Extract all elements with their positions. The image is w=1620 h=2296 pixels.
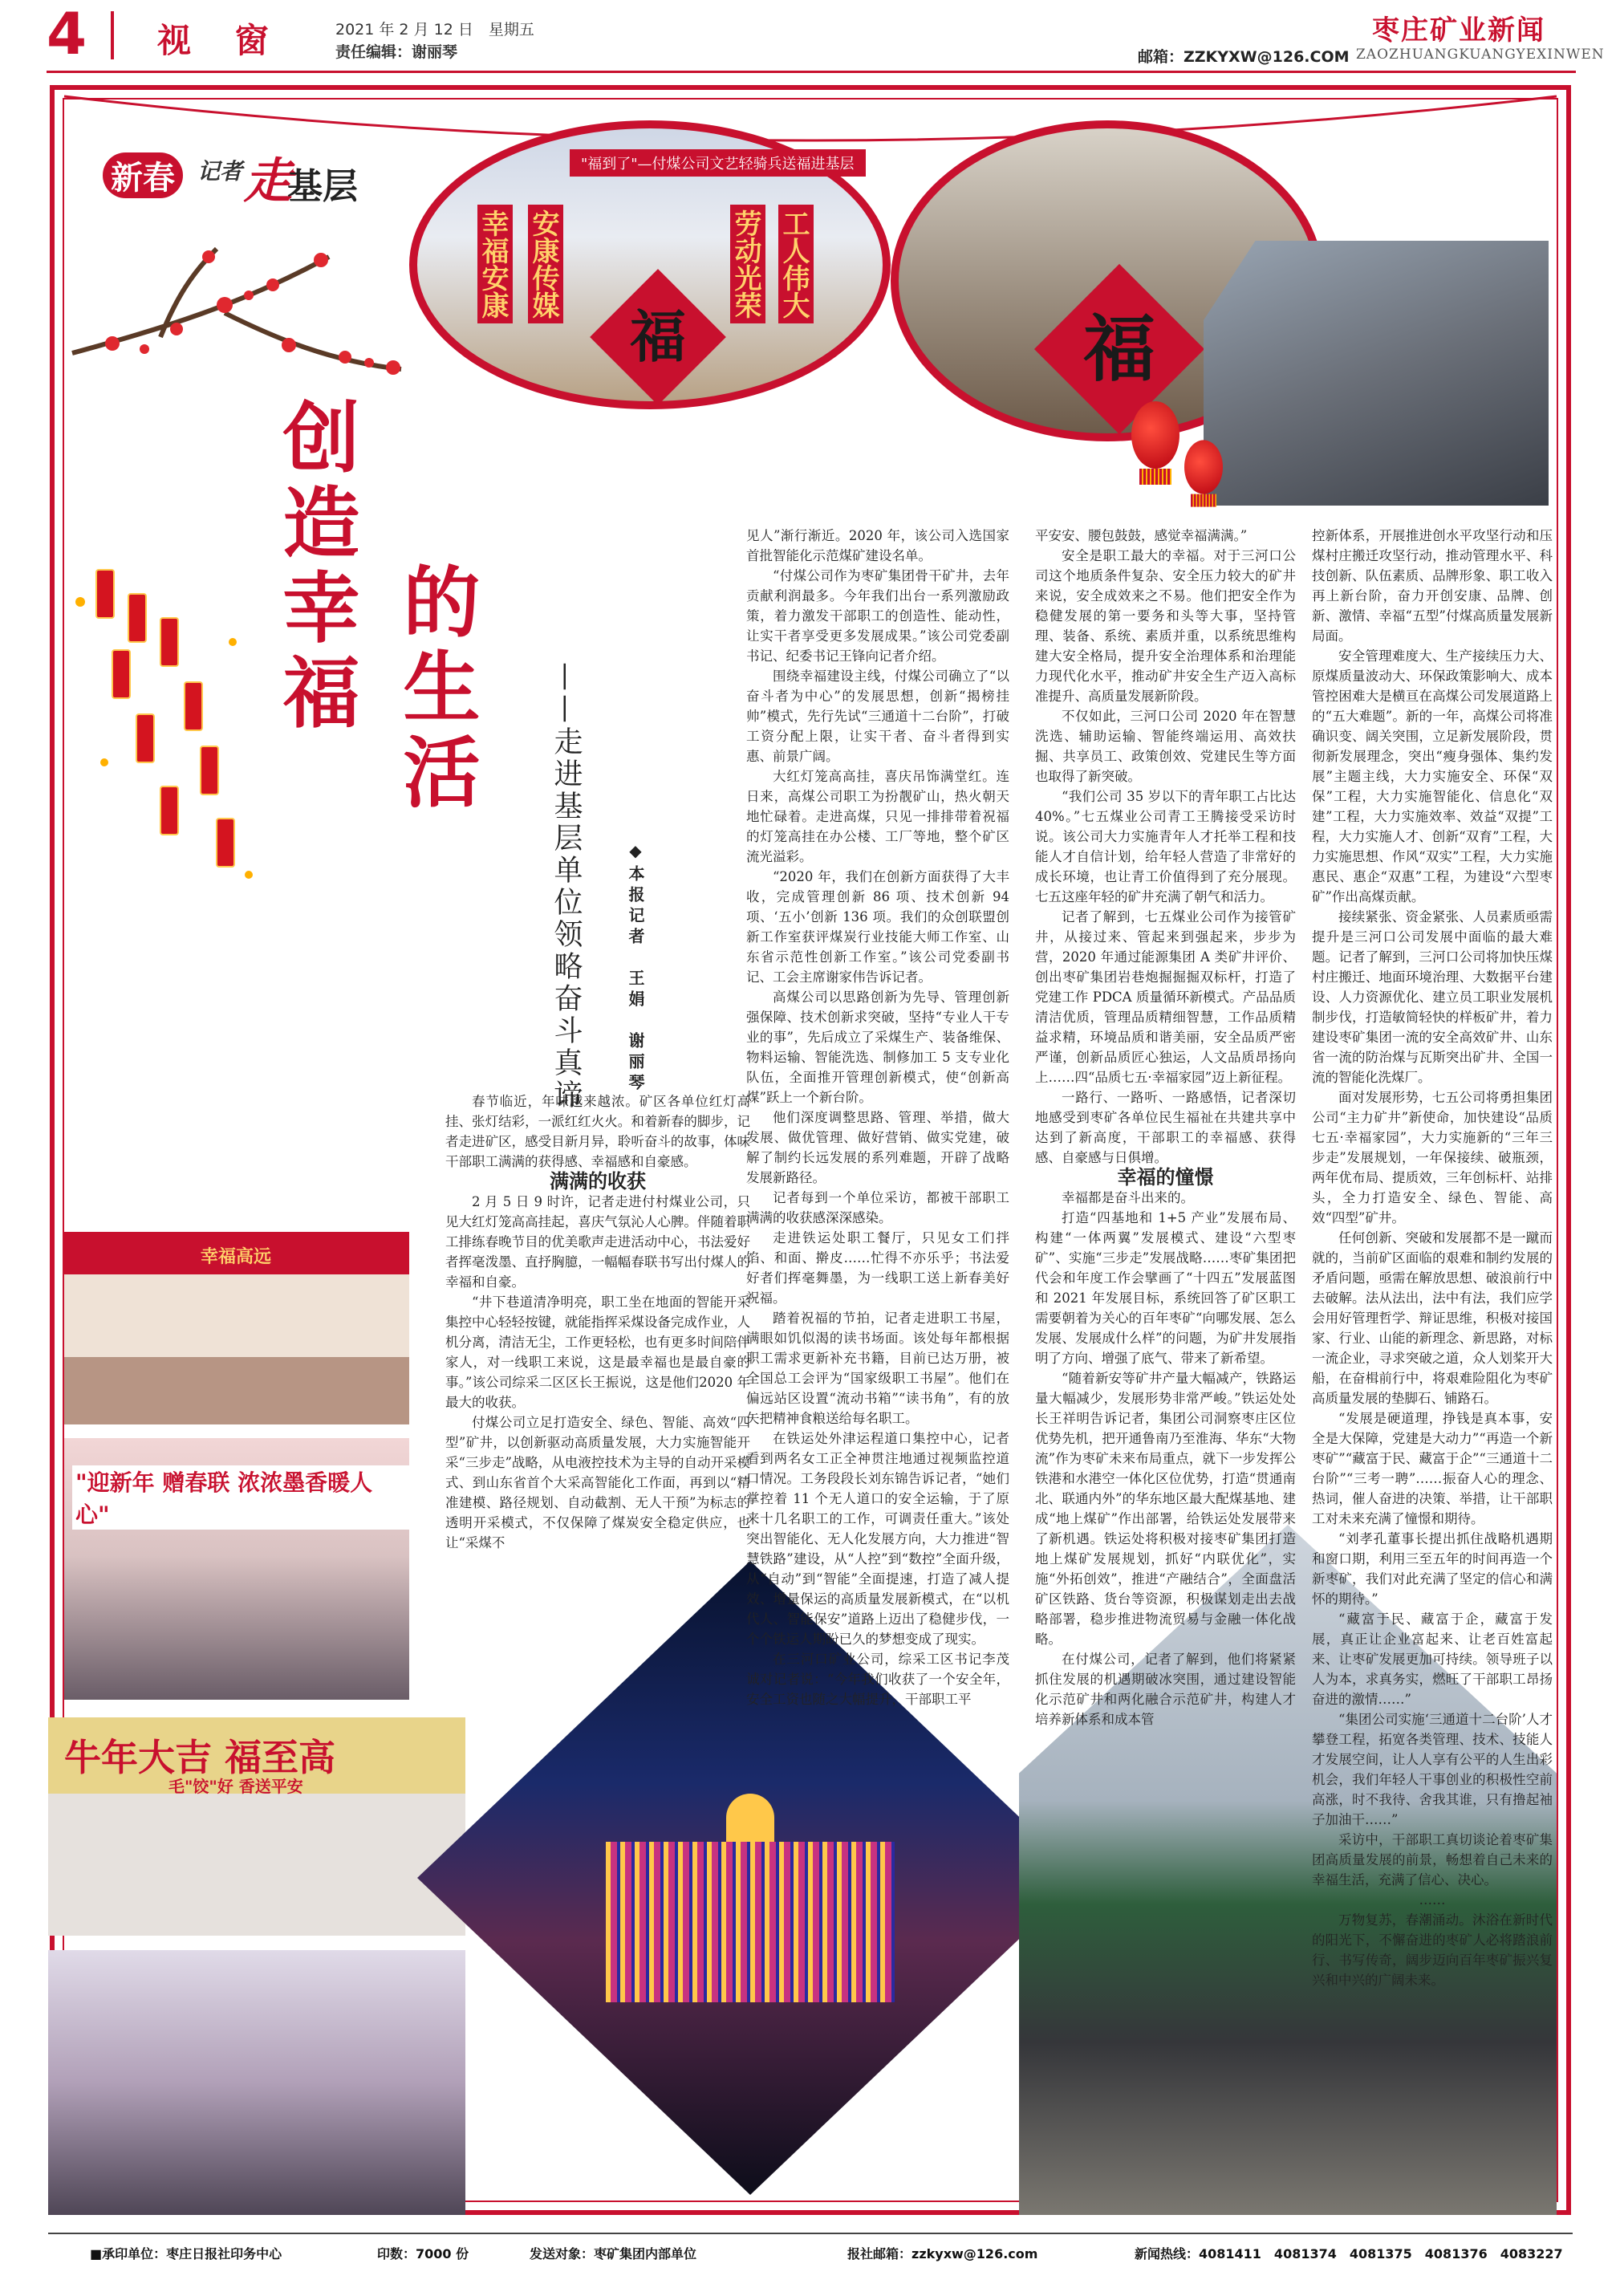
photo2-banner: 幸福高远 <box>201 1246 272 1267</box>
paragraph: “发展是硬道理，挣钱是真本事，安全是大保障，党建是大动力”“再造一个新枣矿”“藏富于民、藏富于企”“三通道十二台阶”“三考一聘”……振奋人心的理念、热词，催人奋进的决策、举措，让干部职工对未来充满了憧憬和期待。 <box>1312 1411 1553 1526</box>
paragraph: 面对发展形势，七五公司将勇担集团公司“主力矿井”新使命，加快建设“品质七五·幸福家园”，大力实施新的“三年三步走”发展规划，一年保接续、破瓶颈，两年优布局、提质效，三年创标杆、站排头，全力打造安全、绿色、智能、高效“四型”矿井。 <box>1312 1090 1553 1225</box>
paragraph: 春节临近，年味越来越浓。矿区各单位红灯高挂、张灯结彩，一派红红火火。和着新春的脚步，记者走进矿区，感受目新月异，聆听奋斗的故事，体味干部职工满满的获得感、幸福感和自豪感。 <box>445 1094 750 1169</box>
firecracker-string-icon <box>48 554 289 907</box>
kicker-reporter: 记者 <box>197 158 243 185</box>
lantern-icon <box>1131 401 1179 469</box>
footer-email[interactable]: 报社邮箱：zzkyxw@126.com <box>847 2246 1038 2261</box>
paragraph: “付煤公司作为枣矿集团骨干矿井，去年贡献利润最多。今年我们出台一系列激励政策，着力激发干部职工的创造性、能动性，让实干者享受更多发展成果。”该公司党委副书记、纪委书记王锋向记者介绍。 <box>746 568 1009 664</box>
couplet-left-1: 幸福安康 <box>477 205 513 323</box>
paragraph: 在三河口矿业公司，综采工区书记李茂诚对记者说：“今年我们收获了一个安全年，安全工资也随之大幅提升，干部职工平 <box>746 1652 1009 1707</box>
paragraph: 他们深度调整思路、管理、举措，做大发展、做优管理、做好营销、做实党建，破解了制约长远发展的系列难题，开辟了战略发展新路径。 <box>746 1110 1009 1185</box>
masthead-rule <box>47 71 1576 73</box>
photo-calligraphy-group <box>409 120 891 409</box>
paragraph: …… <box>1419 1892 1446 1908</box>
article-column-4 <box>1312 526 1553 1988</box>
paragraph: 在付煤公司，记者了解到，他们将紧紧抓住发展的机遇期破冰突围，通过建设智能化示范矿井和两化融合示范矿井，构建人才培养新体系和成本管 <box>1035 1652 1296 1727</box>
footer-distribution: 发送对象：枣矿集团内部单位 <box>530 2246 697 2261</box>
paragraph: “2020 年，我们在创新方面获得了大丰收，完成管理创新 86 项、技术创新 94 项、‘五小’创新 136 项。我们的众创联盟创新工作室获评煤炭行业技能大师工作室、山东省示范性创新工作室。”该公司党委副书记、工会主席谢家伟告诉记者。 <box>746 869 1009 985</box>
photo-couplet-writing <box>64 1438 409 1700</box>
section-heading-vision: 幸福的憧憬 <box>1117 1166 1214 1189</box>
photo-red-lanterns-hall <box>64 1232 409 1424</box>
headline-line1: 创造幸福 <box>270 397 361 738</box>
newspaper-pinyin: ZAOZHUANGKUANGYEXINWEN <box>1356 47 1605 63</box>
paragraph: 安全是职工最大的幸福。对于三河口公司这个地质条件复杂、安全压力较大的矿井来说，安全成效来之不易。他们把安全作为稳健发展的第一要务和头等大事，坚持管理、装备、系统、素质并重，以系统思维构建大安全格局，提升安全治理体系和治理能力现代化水平，推动矿井安全生产迈入高标准提升、高质量发展新阶段。 <box>1035 548 1296 704</box>
paragraph: “井下巷道清净明亮，职工坐在地面的智能开采集控中心轻轻按键，就能指挥采煤设备完成作业，人机分离，清洁无尘，工作更轻松，也有更多时间陪伴家人，对一线职工来说，这是最幸福也是最自豪的事。”该公司综采二区区长王振说，这是他们2020 年最大的收获。 <box>445 1294 750 1410</box>
section-title: 视 窗 <box>157 21 285 60</box>
paragraph: “藏富于民、藏富于企，藏富于发展，真正让企业富起来、让老百姓富起来、让枣矿发展更加可持续。领导班子以人为本，求真务实，燃旺了干部职工昂扬奋进的激情……” <box>1312 1611 1553 1707</box>
paragraph: 接续紧张、资金紧张、人员素质亟需提升是三河口公司发展中面临的最大难题。记者了解到，三河口公司将加快压煤村庄搬迁、地面环境治理、大数据平台建设、人力资源优化、建立员工职业发展机制步伐，打造敏简轻快的样板矿井，着力建设枣矿集团一流的安全高效矿井、山东省一流的防治煤与瓦斯突出矿井、全国一流的智能化洗煤厂。 <box>1312 909 1553 1085</box>
paragraph: “刘孝孔董事长提出抓住战略机遇期和窗口期，利用三至五年的时间再造一个新枣矿，我们对此充满了坚定的信心和满怀的期待。” <box>1312 1531 1553 1607</box>
paragraph: “集团公司实施‘三通道十二台阶’人才攀登工程，拓宽各类管理、技术、技能人才发展空间，让人人享有公平的人生出彩机会，我们年轻人干事创业的积极性空前高涨，时不我待、舍我其谁，只有撸起袖子加油干……” <box>1312 1712 1553 1827</box>
newspaper-email[interactable]: 邮箱：ZZKYXW@126.COM <box>1138 48 1350 66</box>
paragraph: 走进铁运处职工餐厅，只见女工们拌馅、和面、擀皮……忙得不亦乐乎；书法爱好者们挥毫舞墨，为一线职工送上新春美好祝福。 <box>746 1230 1009 1306</box>
couplet-right-1: 劳动光荣 <box>730 205 765 323</box>
article-column-3 <box>1035 526 1296 1810</box>
article-byline: ◆本报记者 王娟 谢丽琴 <box>626 841 645 1095</box>
kicker-grassroots: 基层 <box>287 166 358 207</box>
photo-workers-gifts <box>1204 241 1549 506</box>
paragraph: “随着新安等矿井产量大幅减产，铁路运量大幅减少，发展形势非常严峻。”铁运处处长王祥明告诉记者，集团公司洞察枣庄区位优势先机，把开通鲁南乃至淮海、华东“大物流”作为枣矿未来布局重点，就下一步发挥公铁港和水港空一体化区位优势，打造“贯通南北、联通内外”的华东地区最大配煤基地、建成“地上煤矿”作出部署，给铁运处发展带来了新机遇。铁运处将积极对接枣矿集团打造地上煤矿发展规划，抓好“内联优化”，实施“外拓创效”，推进“产融结合”，全面盘活矿区铁路、货台等资源，积极谋划走出去战略部署，稳步推进物流贸易与金融一体化战略。 <box>1035 1371 1296 1647</box>
paragraph: 控新体系，开展推进创水平攻坚行动和压煤村庄搬迁攻坚行动，推动管理水平、科技创新、队伍素质、品牌形象、职工收入再上新台阶，奋力开创安康、品牌、创新、激情、幸福“五型”付煤高质量发展新局面。 <box>1312 528 1553 644</box>
issue-date: 2021 年 2 月 12 日 星期五 <box>335 21 534 39</box>
couplet-left-2: 安康传媒 <box>528 205 563 323</box>
paragraph: 见人”渐行渐近。2020 年，该公司入选国家首批智能化示范煤矿建设名单。 <box>746 528 1009 563</box>
paragraph: 打造“四基地和 1+5 产业”发展布局、构建“一体两翼”发展模式、建设“六型枣矿”、实施“三步走”发展战略……枣矿集团把代会和年度工作会擘画了“十四五”发展蓝图和 2021 年发展目标，系统回答了矿区职工需要朝着为关心的百年枣矿“向哪发展、怎么发展、发展成什么样”的问题，为矿井发展指明了方向、增强了底气、带来了新希望。 <box>1035 1210 1296 1366</box>
paragraph: 记者了解到，七五煤业公司作为接管矿井，从接过来、管起来到强起来，步步为营，2020 年通过能源集团 A 类矿井评价、创出枣矿集团岩巷炮掘掘掘双标杆，打造了党建工作 PDCA 质量循环新模式。产品品质清洁优质，管理品质精细智慧，工作品质精益求精，环境品质和谐美丽，安全品质严密严谨，创新品质匠心独运，人文品质昂扬向上……四“品质七五·幸福家园”迈上新征程。 <box>1035 909 1296 1085</box>
paragraph: 平安安、腰包鼓鼓，感觉幸福满满。” <box>1035 528 1248 543</box>
paragraph: 幸福都是奋斗出来的。 <box>1062 1190 1194 1205</box>
fu-character-poster-large <box>1034 264 1204 434</box>
fu-character-poster <box>590 269 726 405</box>
paragraph: 一路行、一路听、一路感悟，记者深切地感受到枣矿各单位民生福祉在共建共享中达到了新高度，干部职工的幸福感、获得感、自豪感与日俱增。 <box>1035 1090 1296 1165</box>
footer-rule <box>48 2233 1573 2234</box>
article-column-1 <box>445 1091 750 1942</box>
paragraph: 大红灯笼高高挂，喜庆吊饰满堂红。连日来，高煤公司职工为扮靓矿山，热火朝天地忙碌着。走进高煤，只见一排排带着祝福的灯笼高挂在办公楼、工厂等地，整个矿区流光溢彩。 <box>746 769 1009 864</box>
paragraph: 任何创新、突破和发展都不是一蹴而就的，当前矿区面临的艰难和制约发展的矛盾问题，亟需在解放思想、破浪前行中去破解。法从法出，法中有法，我们应学会用好管理哲学、辩证思维，积极对接国家、行业、山能的新理念、新思路，对标一流企业，寻求突破之道，众人划桨开大船，在奋楫前行中，将艰难险阻化为枣矿高质量发展的垫脚石、铺路石。 <box>1312 1230 1553 1406</box>
paragraph: 付煤公司立足打造安全、绿色、智能、高效“四型”矿井，以创新驱动高质量发展，大力实施智能开采“三步走”战略，从电液控技术为主导的自动开采模式、到山东省首个大采高智能化工作面，再到以“精准建模、路径规划、自动截割、无人干预”为标志的透明开采模式，不仅保障了煤炭安全稳定供应，也让“采煤不 <box>445 1415 750 1550</box>
paragraph: 采访中，干部职工真切谈论着枣矿集团高质量发展的前景，畅想着自己未来的幸福生活，充满了信心、决心。 <box>1312 1832 1553 1888</box>
newspaper-name: 枣庄矿业新闻 <box>1372 14 1545 47</box>
photo3-banner: "迎新年 赠春联 浓浓墨香暖人心" <box>72 1465 409 1530</box>
paragraph: 安全管理难度大、生产接续压力大、原煤质量波动大、环保政策影响大、成本管控困难大是横亘在高煤公司发展道路上的“五大难题”。新的一年，高煤公司将准确识变、阔关突围，立足新发展阶段，贯彻新发展理念，突出“瘦身强体、集约发展”主题主线，大力实施安全、环保“双保”工程，大力实施智能化、信息化“双建”工程，大力实施效率、效益“双提”工程，大力实施人才、创新“双育”工程，大力实施思想、作风“双实”工程，大力实施惠民、惠企“双惠”工程，为建设“六型枣矿”作出高煤贡献。 <box>1312 648 1553 904</box>
paragraph: 记者每到一个单位采访，都被干部职工满满的收获感深深感染。 <box>746 1190 1009 1225</box>
couplet-right-2: 工人伟大 <box>778 205 814 323</box>
fu-character: 福 <box>630 303 686 370</box>
article-column-2 <box>746 526 1009 1922</box>
kicker-new-spring: 新春 <box>103 152 183 198</box>
editor-credit: 责任编辑：谢丽琴 <box>335 43 458 61</box>
footer-print-count: 印数：7000 份 <box>377 2246 469 2261</box>
fu-character-large: 福 <box>1083 307 1155 392</box>
headline-line2: 的生活 <box>391 562 481 817</box>
footer-hotline: 新闻热线：4081411 4081374 4081375 4081376 4083227 <box>1135 2246 1563 2261</box>
paragraph: “我们公司 35 岁以下的青年职工占比达 40%。”七五煤业公司青工王腾接受采访时说。该公司大力实施青年人才托举工程和技能人才自信计划，给年轻人营造了非常好的成长环境，也让青工价值得到了充分展现。七五这座年轻的矿井充满了朝气和活力。 <box>1035 789 1296 904</box>
paragraph: 高煤公司以思路创新为先导、管理创新强保障、技术创新求突破，坚持“专业人干专业的事”，先后成立了采煤生产、装备维保、物料运输、智能洗选、制修加工 5 支专业化队伍，全面推开管理创新模式，使“创新高煤”跃上一个新台阶。 <box>746 990 1009 1105</box>
footer-publisher: ■承印单位：枣庄日报社印务中心 <box>90 2246 282 2261</box>
headline-subtitle: ——走进基层单位领略奋斗真谛 <box>550 662 583 1111</box>
photo-family-celebration <box>48 1950 465 2215</box>
paragraph: 不仅如此，三河口公司 2020 年在智慧洗选、辅助运输、智能终端运用、高效扶掘、共享员工、政策创效、党建民生等方面也取得了新突破。 <box>1035 709 1296 784</box>
lantern-icon <box>1184 440 1223 494</box>
photo-dumpling-making <box>48 1717 465 1936</box>
photo4-subbanner: 毛"饺"好 香送平安 <box>168 1777 303 1796</box>
page-number: 4 <box>47 0 87 67</box>
photo4-banner: 牛年大吉 福至高 <box>64 1736 336 1779</box>
paragraph: 在铁运处外津运程道口集控中心，记者看到两名女工正全神贯注地通过视频监控道口情况。工务段段长刘东锦告诉记者，“她们掌控着 11 个无人道口的安全运输，于了原来十几名职工的工作，可调责任重大。”该处突出智能化、无人化发展方向，大力推进“智慧铁路”建设，从“人控”到“数控”全面升级，从“自动”到“智能”全面提速，打造了减人提效、增量保运的高质量发展新模式，在“以机代人、智能保安”道路上迈出了稳健步伐，一个个铁运人期盼已久的梦想变成了现实。 <box>746 1431 1009 1647</box>
page-number-divider <box>111 11 114 59</box>
paragraph: 万物复苏，春潮涌动。沐浴在新时代的阳光下，不懈奋进的枣矿人必将踏浪前行、书写传奇，阔步迈向百年枣矿振兴复兴和中兴的广阔未来。 <box>1312 1912 1553 1988</box>
section-heading-harvest: 满满的收获 <box>550 1170 646 1193</box>
kicker-walk: 走 <box>244 153 292 209</box>
kicker-graphic <box>103 146 416 210</box>
paragraph: 2 月 5 日 9 时许，记者走进付村煤业公司，只见大红灯笼高高挂起，喜庆气氛沁人心脾。伴随着职工排练春晚节目的优美歌声走进活动中心，书法爱好者挥毫泼墨、直抒胸臆，一幅幅春联书写出付煤人的幸福和自豪。 <box>445 1194 750 1290</box>
paragraph: 踏着祝福的节拍，记者走进职工书屋，满眼如饥似渴的读书场面。该处每年都根据职工需求更新补充书籍，目前已达万册，被全国总工会评为“国家级职工书屋”。他们在偏远站区设置“流动书箱”“读书角”，有的放矢把精神食粮送给每名职工。 <box>746 1311 1009 1426</box>
paragraph: 围绕幸福建设主线，付煤公司确立了“以奋斗者为中心”的发展思想，创新“揭榜挂帅”模式，先行先试“三通道十二台阶”，打破工资分配上限，让实干者、奋斗者得到实惠、前景广阔。 <box>746 668 1009 764</box>
photo-banner: "福到了"—付煤公司文艺轻骑兵送福进基层 <box>570 149 866 177</box>
